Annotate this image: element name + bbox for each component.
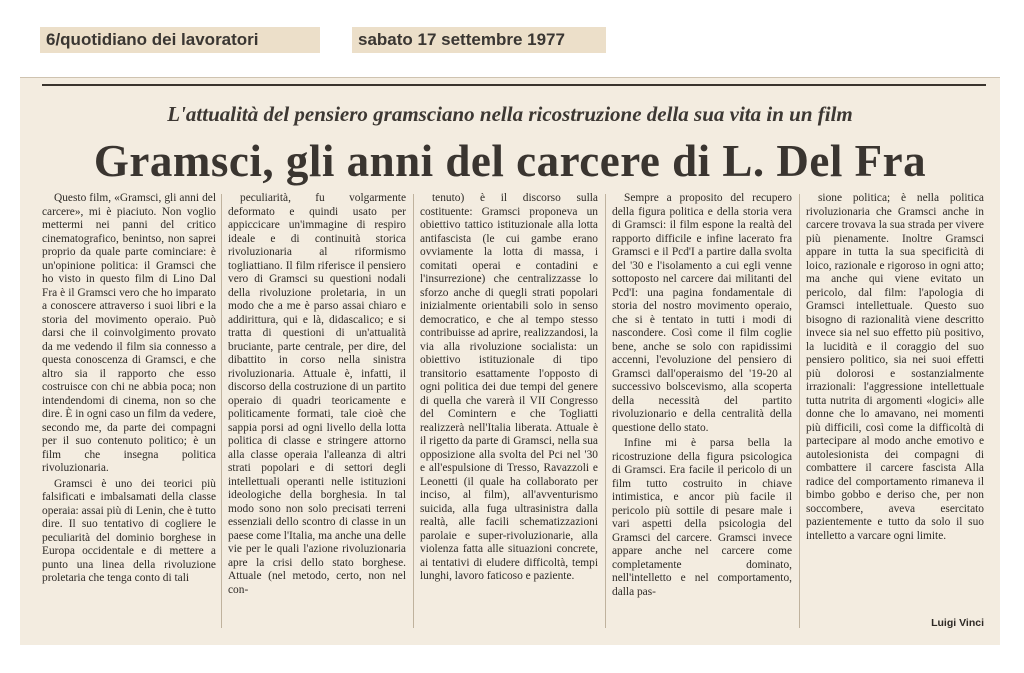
column-rule (799, 194, 800, 628)
paragraph: Questo film, «Gramsci, gli anni del carcere», mi è piaciuto. Non voglio mettermi nei panni del critico cinematografico, benintso, non saprei proprio da quale parte cominciare: è un'opinione politica: il Gramsci che ho visto in questo film di Lino Dal Fra è il Gramsci vero che ho imparato a conoscere attraverso i suoi libri e la storia del movimento operaio. Può darsi che il coinvolgimento provato da me vedendo il film sia connesso a questa conoscenza di Gramsci, e che altro sia il rapporto che esso costruisce con chi ne abbia poca; non intendendomi di cinema, non so che dire. È in ogni caso un film da vedere, secondo me, da parte dei compagni per il suo contenuto politico; è un film che insegna politica rivoluzionaria. (42, 192, 216, 474)
paragraph: Gramsci è uno dei teorici più falsificati e imbalsamati della classe operaia: assai più di Lenin, che è tutto dire. Il suo tentativo di cogliere le peculiarità del dominio borghese in Europa occidentale e di mettere a punto una linea della rivoluzione proletaria che tenga conto di tali (42, 477, 216, 584)
article-column-2 (228, 192, 406, 640)
article-column-3 (420, 192, 598, 640)
column-rule (605, 194, 606, 628)
top-rule (42, 84, 986, 86)
article-kicker: L'attualità del pensiero gramsciano nella ricostruzione della sua vita in un film (167, 102, 853, 126)
paragraph: Sempre a proposito del recupero della figura politica e della storia vera di Gramsci: il film espone la realtà del rapporto difficile e infine lacerato fra Gramsci e il Pcd'I a partire dalla svolta del '30 e l'isolamento a cui egli venne sottoposto nel carcere dai militanti del Pcd'I: una pagina fondamentale di storia del nostro movimento operaio, che si è tentato in tutti i modi di nascondere. Così come il film coglie bene, anche se solo con rapidissimi accenni, l'evoluzione del pensiero di Gramsci dall'operaismo del '19-20 al successivo bolscevismo, alla scoperta della necessità del partito rivoluzionario e della centralità della questione dello stato. (612, 192, 792, 434)
newspaper-clipping (20, 77, 1000, 645)
article-column-5 (806, 192, 984, 612)
column-rule (413, 194, 414, 628)
paragraph: sione politica; è nella politica rivoluzionaria che Gramsci anche in carcere trovava la sua strada per vivere più pienamente. Inoltre Gramsci appare in tutta la sua specificità di loico, razionale e rigoroso in ogni atto; ma anche qui viene evitato un pericolo, dal film: l'apologia di Gramsci intellettuale. Questo suo bisogno di razionalità viene descritto invece sia nel suo effetto più positivo, la lucidità e il coraggio del suo pensiero politico, sia nei suoi effetti più dolorosi e sostanzialmente irrazionali: l'aggressione intellettuale tutta nutrita di argomenti «logici» alle donne che lo amavano, nei momenti più difficili, così come la difficoltà di partecipare al modo anche emotivo e autolesionista dei compagni di combattere il carcere fascista Alla radice del comportamento rimaneva il bimbo gobbo e deriso che, per non soccombere, aveva esercitato pazientemente e tutto da solo il suo intelletto a varcare ogni limite. (806, 192, 984, 542)
paragraph: Infine mi è parsa bella la ricostruzione della figura psicologica di Gramsci. Era facile il pericolo di un film tutto costruito in chiave intimistica, e ancor più facile il pericolo più sottile di pesare male i vari aspetti della psicologia del Gramsci del carcere. Gramsci invece appare anche nel carcere come completamente dominato, nell'intelletto e nel comportamento, dalla pas- (612, 437, 792, 598)
article-column-4 (612, 192, 792, 640)
article-column-1 (42, 192, 216, 640)
author-signature: Luigi Vinci (931, 617, 984, 629)
paragraph: tenuto) è il discorso sulla costituente: Gramsci proponeva un obiettivo tattico istituzionale alla lotta antifascista (le cui gambe erano ovviamente la lotta di massa, i comitati operai e contadini e l'insurrezione) che centralizzasse lo sforzo anche di quegli strati popolari inizialmente orientabili solo in senso democratico, e che al tempo stesso contribuisse ad aprire, realizzandosi, la via alla rivoluzione socialista: un obiettivo istituzionale di tipo transitorio esattamente l'opposto di ogni politica dei due tempi del genere di quella che varerà il VII Congresso del Comintern e che Togliatti realizzerà nell'Italia liberata. Attuale è il rigetto da parte di Gramsci, nella sua opposizione alla svolta del Pci nel '30 e all'espulsione di Tresso, Ravazzoli e Leonetti (il quale ha collaborato per inciso, al film), all'avventurismo suicida, alla fuga ultrasinistra dalla realtà, alle facili schematizzazioni parolaie e super-rivoluzionarie, alla violenza fatta alle situazioni concrete, ai tentativi di eludere difficoltà, tempi lunghi, lavoro faticoso e paziente. (420, 192, 598, 582)
page-section-label: 6/quotidiano dei lavoratori (40, 27, 320, 53)
paragraph: peculiarità, fu volgarmente deformato e quindi usato per appiccicare un'immagine di respiro ideale e di continuità storica rivoluzionaria al riformismo togliattiano. Il film riferisce il pensiero vero di Gramsci su questioni nodali della rivoluzione proletaria, in un modo che a me è parso assai chiaro e addirittura, qui e là, didascalico; e si tratta di questioni di un'attualità bruciante, parte centrale, per dire, del dibattito in corso nella sinistra rivoluzionaria. Attuale è, infatti, il discorso della costruzione di un partito operaio di quadri teoricamente e politicamente formati, tale cioè che sappia porsi ad ogni livello della lotta politica di classe e stringere attorno alla classe operaia l'alleanza di altri strati popolari e di settori degli intellettuali operanti nelle istituzioni ideologiche della borghesia. In tal modo sono non solo precisati terreni essenziali dello scontro di classe in un paese come l'Italia, ma anche una delle vie per le quali l'azione rivoluzionaria apre la crisi dello stato borghese. Attuale (nel metodo, certo, non nel con- (228, 192, 406, 596)
column-rule (221, 194, 222, 628)
date-label: sabato 17 settembre 1977 (352, 27, 606, 53)
article-headline: Gramsci, gli anni del carcere di L. Del Fra (93, 136, 927, 186)
